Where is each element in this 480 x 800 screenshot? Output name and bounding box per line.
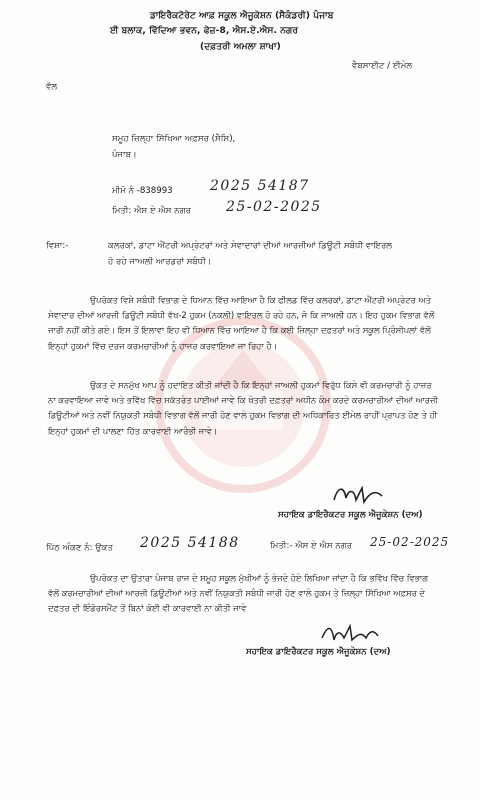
memo-handwritten-date: 25-02-2025	[226, 199, 322, 215]
body-paragraph-1: ਉਪਰੋਕਤ ਵਿਸ਼ੇ ਸਬੰਧੀ ਵਿਭਾਗ ਦੇ ਧਿਆਨ ਵਿੱਚ ਆਇਆ ਹੈ ਕਿ ਫੀਲਡ ਵਿੱਚ ਕਲਰਕਾਂ, ਡਾਟਾ ਐਂਟਰੀ ਅਪ੍ਰੇਟਰ ਅਤੇ ਸੇਵਾਦਾਰ ਦੀਆਂ ਆਰਜ਼ੀ ਡਿਊਟੀ ਸਬੰਧੀ ਵੱਖ-2 ਹੁਕਮ (ਨਕਲੀ) ਵਾਇਰਲ ਹੋ ਰਹੇ ਹਨ, ਜੋ ਕਿ ਜਾਅਲੀ ਹਨ। ਇਹ ਹੁਕਮ ਵਿਭਾਗ ਵੱਲੋਂ ਜਾਰੀ ਨਹੀਂ ਕੀਤੇ ਗਏ। ਇਸ ਤੋਂ ਇਲਾਵਾ ਇਹ ਵੀ ਧਿਆਨ ਵਿੱਚ ਆਇਆ ਹੈ ਕਿ ਕਈ ਜ਼ਿਲ੍ਹਾ ਦਫ਼ਤਰਾਂ ਅਤੇ ਸਕੂਲ ਪ੍ਰਿੰਸੀਪਲਾਂ ਵੱਲੋਂ ਇਨ੍ਹਾਂ ਹੁਕਮਾਂ ਵਿੱਚ ਦਰਜ ਕਰਮਚਾਰੀਆਂ ਨੂੰ ਹਾਜ਼ਰ ਕਰਵਾਇਆ ਜਾ ਰਿਹਾ ਹੈ।	[48, 295, 435, 351]
subject-line-1: ਕਲਰਕਾਂ, ਡਾਟਾ ਐਂਟਰੀ ਅਪ੍ਰੇਟਰਾਂ ਅਤੇ ਸੇਵਾਦਾਰਾਂ ਦੀਆਂ ਆਰਜ਼ੀਆਂ ਡਿਊਟੀ ਸਬੰਧੀ ਵਾਇਰਲ	[108, 241, 393, 251]
endorsement-handwritten-date: 25-02-2025	[370, 535, 450, 549]
subject-line-2: ਹੋ ਰਹੇ ਜਾਅਲੀ ਆਰਡਰਾਂ ਸਬੰਧੀ।	[108, 257, 212, 267]
recipient-line-1: ਸਮੂਹ ਜ਼ਿਲ੍ਹਾ ਸਿੱਖਿਆ ਅਫ਼ਸਰ (ਸੈਸਿ),	[112, 134, 236, 144]
endorsement-handwritten-number: 2025 54188	[140, 535, 240, 551]
signature-1-title: ਸਹਾਇਕ ਡਾਇਰੈਕਟਰ ਸਕੂਲ ਐਜੂਕੇਸ਼ਨ (ਦਅ)	[278, 510, 423, 520]
body-paragraph-2: ਉਕਤ ਦੇ ਸਨਮੁੱਖ ਆਪ ਨੂੰ ਹਦਾਇਤ ਕੀਤੀ ਜਾਂਦੀ ਹੈ ਕਿ ਇਨ੍ਹਾਂ ਜਾਅਲੀ ਹੁਕਮਾਂ ਵਿਰੁੱਧ ਕਿਸੇ ਵੀ ਕਰਮਚਾਰੀ ਨੂੰ ਹਾਜ਼ਰ ਨਾ ਕਰਵਾਇਆ ਜਾਵੇ ਅਤੇ ਭਵਿੱਖ ਵਿੱਚ ਸਕੱਤਰੇਤ ਪਾਈਆਂ ਜਾਵੇ ਕਿ ਖੇਤਰੀ ਦਫ਼ਤਰਾਂ ਅਧੀਨ ਕੰਮ ਕਰਦੇ ਕਰਮਚਾਰੀਆਂ ਦੀਆਂ ਆਰਜ਼ੀ ਡਿਊਟੀਆਂ ਅਤੇ ਨਵੀਂ ਨਿਯੁਕਤੀ ਸਬੰਧੀ ਵਿਭਾਗ ਵੱਲੋਂ ਜਾਰੀ ਹੋਣ ਵਾਲੇ ਹੁਕਮ ਵਿਭਾਗ ਦੀ ਅਧਿਕਾਰਿਤ ਈਮੇਲ ਰਾਹੀਂ ਪ੍ਰਾਪਤ ਹੋਣ ਤੇ ਹੀ ਇਨ੍ਹਾਂ ਹੁਕਮਾਂ ਦੀ ਪਾਲਣਾ ਹਿੱਤ ਕਾਰਵਾਈ ਆਰੰਭੀ ਜਾਵੇ।	[48, 380, 438, 436]
memo-handwritten-number: 2025 54187	[210, 178, 310, 194]
signature-2-title: ਸਹਾਇਕ ਡਾਇਰੈਕਟਰ ਸਕੂਲ ਐਜੂਕੇਸ਼ਨ (ਦਅ)	[246, 647, 391, 657]
signature-1-icon	[328, 480, 388, 508]
body-paragraph-3: ਉਪਰੋਕਤ ਦਾ ਉਤਾਰਾ ਪੰਜਾਬ ਰਾਜ ਦੇ ਸਮੂਹ ਸਕੂਲ ਮੁੱਖੀਆਂ ਨੂੰ ਭੇਜਦੇ ਹੋਏ ਲਿਖਿਆ ਜਾਂਦਾ ਹੈ ਕਿ ਭਵਿੱਖ ਵਿੱਚ ਵਿਭਾਗ ਵੱਲੋਂ ਕਰਮਚਾਰੀਆਂ ਦੀਆਂ ਆਰਜ਼ੀ ਡਿਊਟੀਆਂ ਅਤੇ ਨਵੀਂ ਨਿਯੁਕਤੀ ਸਬੰਧੀ ਜਾਰੀ ਹੋਣ ਵਾਲੇ ਹੁਕਮ ਤੇ ਜ਼ਿਲ੍ਹਾ ਸਿੱਖਿਆ ਅਫ਼ਸਰ ਦੇ ਦਫ਼ਤਰ ਦੀ ਇੰਡੋਰਸਮੈਂਟ ਤੋਂ ਬਿਨਾਂ ਕੋਈ ਵੀ ਕਾਰਵਾਈ ਨਾ ਕੀਤੀ ਜਾਵੇ	[48, 573, 429, 614]
header-line-3: (ਦਫ਼ਤਰੀ ਅਮਲਾ ਸ਼ਾਖਾ)	[200, 42, 281, 52]
from-label: ਵੱਲ	[46, 82, 58, 92]
memo-label: ਮੀਮੋ ਨੰ -838993	[112, 186, 173, 196]
memo-date-label: ਮਿਤੀ: ਐਸ ਏ ਐਸ ਨਗਰ	[112, 206, 191, 216]
endorsement-date-label: ਮਿਤੀ:- ਐਸ ਏ ਐਸ ਨਗਰ	[270, 541, 353, 551]
recipient-line-2: ਪੰਜਾਬ।	[112, 150, 137, 160]
header-website: ਵੈਬਸਾਈਟ / ਈਮੇਲ	[352, 61, 413, 71]
header-line-1: ਡਾਇਰੈਕਟੋਰੇਟ ਆਫ਼ ਸਕੂਲ ਐਜੂਕੇਸ਼ਨ (ਸੈਕੰਡਰੀ) ਪੰਜਾਬ	[150, 11, 334, 21]
signature-2-icon	[318, 620, 382, 648]
subject-label: ਵਿਸ਼ਾ:-	[46, 241, 69, 251]
endorsement-label: ਪਿੱਠ ਅੰਕਣ ਨੰ: ਉਕਤ	[46, 543, 113, 553]
header-line-2: ਈ ਬਲਾਕ, ਵਿੱਦਿਆ ਭਵਨ, ਫੇਜ਼-8, ਐਸ.ਏ.ਐਸ. ਨਗਰ	[110, 26, 299, 36]
